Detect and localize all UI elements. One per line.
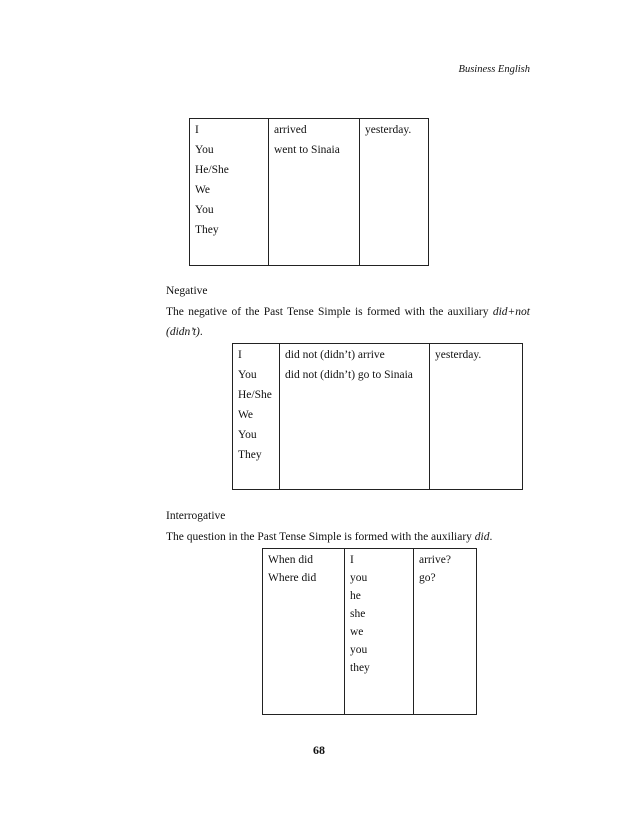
- page-number: 68: [313, 743, 325, 757]
- interrogative-paragraph: [166, 530, 530, 550]
- subject-item: We: [195, 184, 211, 196]
- subject-item: He/She: [195, 164, 229, 176]
- paragraph-emphasis: did: [474, 531, 490, 543]
- subjects-cell: [345, 549, 414, 715]
- subject-item: we: [350, 626, 364, 638]
- negative-paragraph: [166, 305, 530, 345]
- subject-item: You: [238, 429, 257, 441]
- interrogative-heading: Interrogative: [166, 510, 226, 522]
- table-row: [233, 344, 523, 490]
- running-header: Business English: [458, 64, 530, 75]
- time-cell: [360, 119, 429, 266]
- subject-item: you: [350, 572, 368, 584]
- verb-item: arrived: [274, 124, 307, 136]
- paragraph-text: .: [199, 326, 203, 338]
- subject-item: They: [238, 449, 262, 461]
- paragraph-text: The negative of the Past Tense Simple is formed with the auxiliary: [166, 306, 493, 318]
- paragraph-emphasis: did+not: [492, 306, 530, 318]
- subject-item: he: [350, 590, 361, 602]
- subject-item: We: [238, 409, 254, 421]
- subject-item: He/She: [238, 389, 272, 401]
- verbs-cell: [269, 119, 360, 266]
- table-row: [263, 549, 477, 715]
- subject-item: I: [238, 349, 242, 361]
- subject-item: I: [350, 554, 354, 566]
- negative-table: [232, 343, 523, 490]
- paragraph-text: .: [489, 531, 493, 543]
- paragraph-line: [166, 530, 530, 550]
- time-item: yesterday.: [435, 349, 482, 361]
- subjects-cell: [233, 344, 280, 490]
- verb-item: arrive?: [419, 554, 451, 566]
- negative-heading: Negative: [166, 285, 208, 297]
- paragraph-text: The question in the Past Tense Simple is formed with the auxiliary: [166, 531, 475, 543]
- paragraph-line: [166, 305, 530, 325]
- verbs-cell: [414, 549, 477, 715]
- verb-item: go?: [419, 572, 436, 584]
- paragraph-emphasis: (didn’t): [166, 326, 200, 338]
- time-cell: [430, 344, 523, 490]
- subject-item: you: [350, 644, 368, 656]
- subject-item: she: [350, 608, 366, 620]
- subject-item: I: [195, 124, 199, 136]
- verb-item: did not (didn’t) arrive: [285, 349, 385, 361]
- question-words-cell: [263, 549, 345, 715]
- interrogative-table: [262, 548, 477, 715]
- subjects-cell: [190, 119, 269, 266]
- verb-item: did not (didn’t) go to Sinaia: [285, 369, 413, 381]
- verb-item: went to Sinaia: [274, 144, 340, 156]
- table-row: [190, 119, 429, 266]
- verbs-cell: [280, 344, 430, 490]
- subject-item: You: [195, 144, 214, 156]
- question-word-item: Where did: [268, 572, 317, 584]
- affirmative-table: [189, 118, 429, 266]
- subject-item: they: [350, 662, 370, 674]
- question-word-item: When did: [268, 554, 314, 566]
- time-item: yesterday.: [365, 124, 412, 136]
- paragraph-line: [166, 325, 530, 345]
- subject-item: You: [195, 204, 214, 216]
- subject-item: They: [195, 224, 219, 236]
- subject-item: You: [238, 369, 257, 381]
